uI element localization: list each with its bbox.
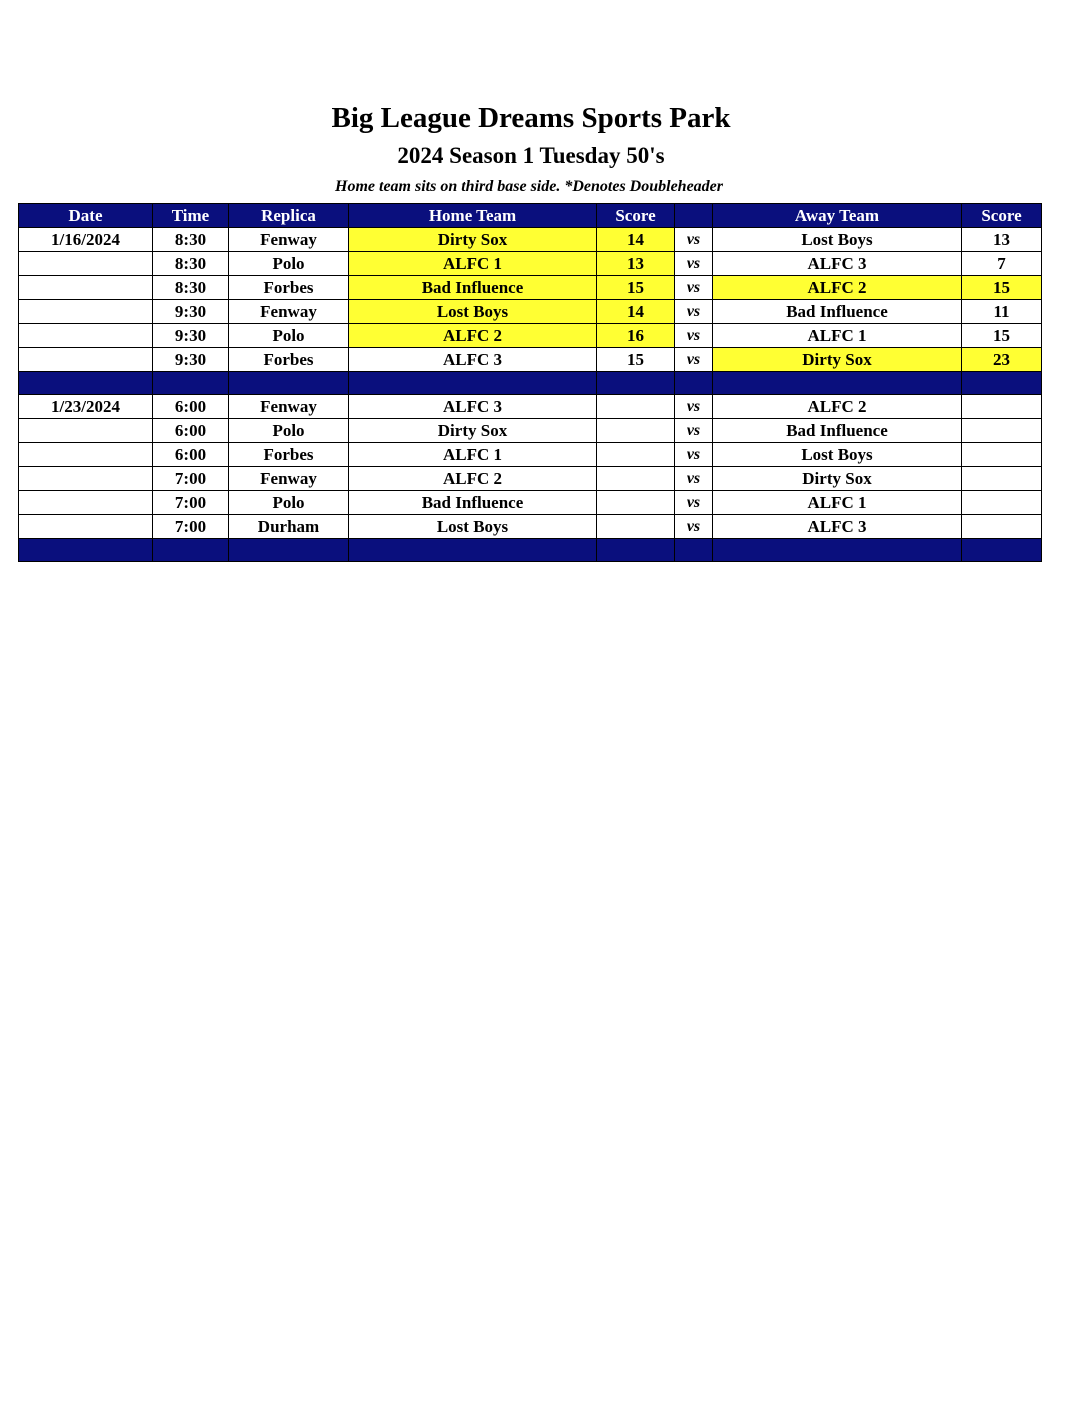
away-team-cell: Dirty Sox	[713, 467, 962, 491]
time-cell: 6:00	[153, 443, 229, 467]
time-cell: 9:30	[153, 300, 229, 324]
away-score-cell: 15	[962, 276, 1042, 300]
vs-cell: vs	[675, 515, 713, 539]
separator-cell	[229, 372, 349, 395]
vs-cell: vs	[675, 395, 713, 419]
home-team-cell: Dirty Sox	[349, 228, 597, 252]
time-cell: 8:30	[153, 228, 229, 252]
date-cell: 1/23/2024	[19, 395, 153, 419]
game-row	[19, 419, 1042, 443]
home-team-cell: ALFC 2	[349, 467, 597, 491]
field-cell: Fenway	[229, 395, 349, 419]
away-score-cell: 11	[962, 300, 1042, 324]
away-score-cell	[962, 443, 1042, 467]
away-score-cell: 15	[962, 324, 1042, 348]
away-team-cell: Bad Influence	[713, 300, 962, 324]
home-team-cell: Lost Boys	[349, 515, 597, 539]
date-cell	[19, 467, 153, 491]
game-row	[19, 395, 1042, 419]
home-score-cell: 15	[597, 348, 675, 372]
vs-cell: vs	[675, 228, 713, 252]
date-cell	[19, 324, 153, 348]
home-score-cell	[597, 491, 675, 515]
away-team-cell: ALFC 2	[713, 276, 962, 300]
field-cell: Forbes	[229, 443, 349, 467]
date-cell	[19, 443, 153, 467]
away-team-cell: ALFC 1	[713, 491, 962, 515]
home-team-cell: Lost Boys	[349, 300, 597, 324]
home-score-cell: 14	[597, 228, 675, 252]
away-score-cell	[962, 467, 1042, 491]
field-cell: Polo	[229, 324, 349, 348]
home-score-cell	[597, 395, 675, 419]
game-row	[19, 515, 1042, 539]
home-score-cell: 13	[597, 252, 675, 276]
home-score-cell	[597, 443, 675, 467]
column-header-home-team: Home Team	[349, 204, 597, 228]
schedule-table	[18, 203, 1042, 562]
away-score-cell: 23	[962, 348, 1042, 372]
field-cell: Polo	[229, 491, 349, 515]
vs-cell: vs	[675, 324, 713, 348]
vs-cell: vs	[675, 419, 713, 443]
date-cell	[19, 348, 153, 372]
home-score-cell: 16	[597, 324, 675, 348]
separator-cell	[153, 372, 229, 395]
away-team-cell: Bad Influence	[713, 419, 962, 443]
game-row	[19, 252, 1042, 276]
separator-cell	[962, 539, 1042, 562]
date-cell: 1/16/2024	[19, 228, 153, 252]
game-row	[19, 228, 1042, 252]
field-cell: Fenway	[229, 228, 349, 252]
field-cell: Forbes	[229, 348, 349, 372]
time-cell: 9:30	[153, 348, 229, 372]
home-team-cell: ALFC 3	[349, 395, 597, 419]
vs-cell: vs	[675, 443, 713, 467]
away-team-cell: Lost Boys	[713, 228, 962, 252]
field-cell: Polo	[229, 252, 349, 276]
vs-cell: vs	[675, 252, 713, 276]
separator-row	[19, 372, 1042, 395]
home-team-cell: ALFC 1	[349, 252, 597, 276]
away-score-cell	[962, 395, 1042, 419]
field-cell: Polo	[229, 419, 349, 443]
game-row	[19, 324, 1042, 348]
home-score-cell	[597, 515, 675, 539]
separator-row	[19, 539, 1042, 562]
column-header-vs	[675, 204, 713, 228]
separator-cell	[675, 372, 713, 395]
separator-cell	[229, 539, 349, 562]
home-score-cell	[597, 419, 675, 443]
date-cell	[19, 491, 153, 515]
column-header-date: Date	[19, 204, 153, 228]
separator-cell	[19, 372, 153, 395]
separator-cell	[713, 539, 962, 562]
vs-cell: vs	[675, 300, 713, 324]
away-team-cell: ALFC 3	[713, 252, 962, 276]
vs-cell: vs	[675, 348, 713, 372]
home-score-cell	[597, 467, 675, 491]
separator-cell	[349, 372, 597, 395]
time-cell: 7:00	[153, 515, 229, 539]
vs-cell: vs	[675, 491, 713, 515]
column-header-time: Time	[153, 204, 229, 228]
away-team-cell: ALFC 1	[713, 324, 962, 348]
home-team-cell: Dirty Sox	[349, 419, 597, 443]
date-cell	[19, 252, 153, 276]
separator-cell	[713, 372, 962, 395]
home-team-cell: ALFC 2	[349, 324, 597, 348]
vs-cell: vs	[675, 276, 713, 300]
header-row	[19, 204, 1042, 228]
time-cell: 6:00	[153, 419, 229, 443]
away-score-cell	[962, 491, 1042, 515]
away-score-cell	[962, 515, 1042, 539]
column-header-home-score: Score	[597, 204, 675, 228]
time-cell: 8:30	[153, 276, 229, 300]
time-cell: 7:00	[153, 467, 229, 491]
separator-cell	[597, 372, 675, 395]
separator-cell	[962, 372, 1042, 395]
date-cell	[19, 515, 153, 539]
column-header-replica: Replica	[229, 204, 349, 228]
home-team-cell: ALFC 3	[349, 348, 597, 372]
away-score-cell	[962, 419, 1042, 443]
field-cell: Fenway	[229, 467, 349, 491]
away-team-cell: ALFC 2	[713, 395, 962, 419]
page-title: Big League Dreams Sports Park	[331, 102, 731, 134]
game-row	[19, 467, 1042, 491]
time-cell: 7:00	[153, 491, 229, 515]
game-row	[19, 443, 1042, 467]
page-subtitle: 2024 Season 1 Tuesday 50's	[397, 143, 665, 168]
away-score-cell: 7	[962, 252, 1042, 276]
field-cell: Fenway	[229, 300, 349, 324]
time-cell: 6:00	[153, 395, 229, 419]
separator-cell	[675, 539, 713, 562]
separator-cell	[597, 539, 675, 562]
column-header-away-score: Score	[962, 204, 1042, 228]
field-cell: Durham	[229, 515, 349, 539]
time-cell: 9:30	[153, 324, 229, 348]
game-row	[19, 348, 1042, 372]
column-header-away-team: Away Team	[713, 204, 962, 228]
date-cell	[19, 419, 153, 443]
field-cell: Forbes	[229, 276, 349, 300]
separator-cell	[153, 539, 229, 562]
game-row	[19, 300, 1042, 324]
home-team-cell: ALFC 1	[349, 443, 597, 467]
schedule-body	[19, 228, 1042, 562]
home-team-cell: Bad Influence	[349, 491, 597, 515]
date-cell	[19, 276, 153, 300]
separator-cell	[349, 539, 597, 562]
vs-cell: vs	[675, 467, 713, 491]
away-team-cell: Dirty Sox	[713, 348, 962, 372]
away-team-cell: Lost Boys	[713, 443, 962, 467]
home-score-cell: 14	[597, 300, 675, 324]
game-row	[19, 491, 1042, 515]
time-cell: 8:30	[153, 252, 229, 276]
away-team-cell: ALFC 3	[713, 515, 962, 539]
game-row	[19, 276, 1042, 300]
separator-cell	[19, 539, 153, 562]
home-score-cell: 15	[597, 276, 675, 300]
date-cell	[19, 300, 153, 324]
away-score-cell: 13	[962, 228, 1042, 252]
schedule-note: Home team sits on third base side. *Denotes Doubleheader	[335, 178, 723, 195]
home-team-cell: Bad Influence	[349, 276, 597, 300]
